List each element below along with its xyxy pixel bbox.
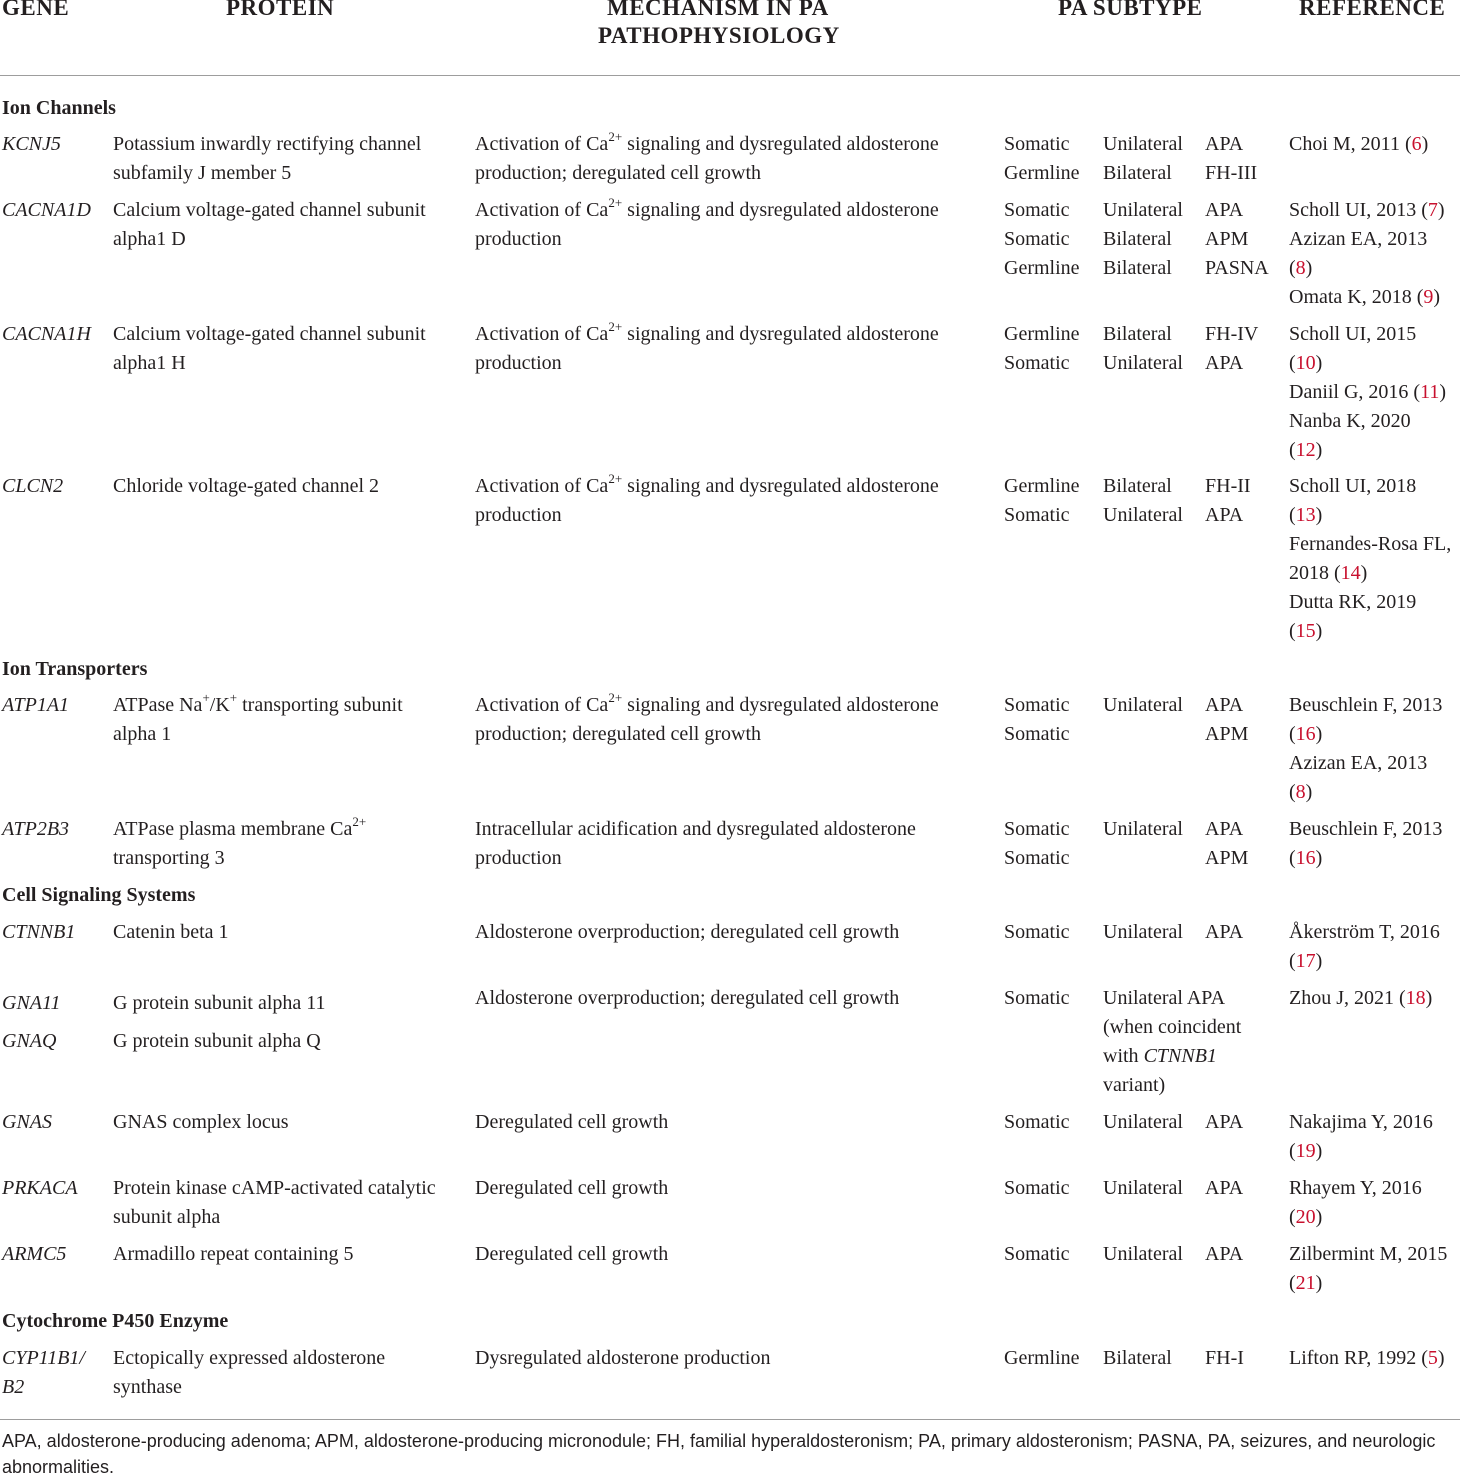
laterality-cell: Unilateral <box>1103 1177 1183 1199</box>
type-cell: APA APM <box>1205 694 1249 745</box>
origin-cell: Germline <box>1004 1347 1080 1369</box>
reference-cell: Åkerström T, 2016 (17) <box>1289 921 1440 972</box>
reference-cell: Lifton RP, 1992 (5) <box>1289 1347 1445 1369</box>
citation-link[interactable]: 8 <box>1295 257 1306 279</box>
laterality-cell: Unilateral <box>1103 921 1183 943</box>
citation-link[interactable]: 10 <box>1295 352 1316 374</box>
gene-cell: CLCN2 <box>2 475 64 497</box>
citation-link[interactable]: 15 <box>1295 620 1316 642</box>
laterality-cell: Unilateral Bilateral Bilateral <box>1103 199 1183 279</box>
header-mechanism-line2: PATHOPHYSIOLOGY <box>598 23 840 48</box>
mechanism-cell: Aldosterone overproduction; deregulated cell growth <box>475 987 900 1009</box>
citation-link[interactable]: 13 <box>1295 504 1316 526</box>
header-protein: PROTEIN <box>226 0 335 20</box>
citation-link[interactable]: 9 <box>1423 286 1434 308</box>
gene-cell: CACNA1H <box>2 323 91 345</box>
gene-cell: CACNA1D <box>2 199 91 221</box>
mechanism-cell: Activation of $Ca^{2+}$ signaling and dysregulated aldosterone production <box>475 319 939 374</box>
type-cell: APA <box>1205 1243 1244 1265</box>
origin-cell: Somatic <box>1004 1177 1070 1199</box>
gene-cell: GNA11 GNAQ <box>2 992 61 1052</box>
gene-cell: KCNJ5 <box>2 133 61 155</box>
reference-cell: Zilbermint M, 2015 (21) <box>1289 1243 1448 1294</box>
citation-link[interactable]: 20 <box>1295 1206 1316 1228</box>
origin-cell: Somatic <box>1004 921 1070 943</box>
header-subtype: PA SUBTYPE <box>1058 0 1203 20</box>
citation-link[interactable]: 17 <box>1295 950 1316 972</box>
gene-cell: PRKACA <box>2 1177 78 1199</box>
gene-cell: CTNNB1 <box>2 921 76 943</box>
reference-cell: Rhayem Y, 2016 (20) <box>1289 1177 1422 1228</box>
type-cell: FH-IV APA <box>1205 323 1259 374</box>
type-cell: APA APM PASNA <box>1205 199 1269 279</box>
reference-cell: Zhou J, 2021 (18) <box>1289 987 1433 1009</box>
reference-cell: Scholl UI, 2013 (7) Azizan EA, 2013 (8) Omata K, 2018 (9) <box>1289 199 1445 308</box>
mechanism-cell: Activation of $Ca^{2+}$ signaling and dysregulated aldosterone production <box>475 471 939 526</box>
mechanism-cell: Deregulated cell growth <box>475 1111 669 1133</box>
mechanism-cell: Deregulated cell growth <box>475 1243 669 1265</box>
citation-link[interactable]: 21 <box>1295 1272 1316 1294</box>
laterality-cell: Unilateral Bilateral <box>1103 133 1183 184</box>
protein-cell: Chloride voltage-gated channel 2 <box>113 475 380 497</box>
protein-cell: Protein kinase cAMP-activated catalytic subunit alpha <box>113 1177 436 1228</box>
origin-cell: Somatic Somatic Germline <box>1004 199 1080 279</box>
table-footnote: APA, aldosterone-producing adenoma; APM, aldosterone-producing micronodule; FH, familial hyperaldosteronism; PA, primary aldosteronism; PASNA, PA, seizures, and neurologic abnormalities. <box>2 1431 1436 1477</box>
origin-cell: Somatic Somatic <box>1004 694 1070 745</box>
citation-link[interactable]: 12 <box>1295 439 1316 461</box>
protein-cell: ATPase Na+/K+ transporting subunit alpha 1 <box>113 690 403 745</box>
protein-cell: Potassium inwardly rectifying channel subfamily J member 5 <box>113 133 422 184</box>
origin-cell: Germline Somatic <box>1004 323 1080 374</box>
reference-cell: Scholl UI, 2018 (13) Fernandes-Rosa FL, 2018 (14) Dutta RK, 2019 (15) <box>1289 475 1452 642</box>
protein-cell: GNAS complex locus <box>113 1111 289 1133</box>
citation-link[interactable]: 6 <box>1411 133 1422 155</box>
table-header <box>0 0 1460 70</box>
subtype-cell: Unilateral APA (when coincident with CTNNB1 variant) <box>1103 987 1242 1096</box>
protein-cell: Armadillo repeat containing 5 <box>113 1243 354 1265</box>
origin-cell: Germline Somatic <box>1004 475 1080 526</box>
protein-cell: G protein subunit alpha 11 G protein subunit alpha Q <box>113 992 326 1052</box>
type-cell: APA FH-III <box>1205 133 1258 184</box>
gene-cell: ARMC5 <box>2 1243 67 1265</box>
mechanism-cell: Activation of $Ca^{2+}$ signaling and dysregulated aldosterone production; deregulated cell growth <box>475 690 939 745</box>
origin-cell: Somatic Somatic <box>1004 818 1070 869</box>
citation-link[interactable]: 14 <box>1340 562 1361 584</box>
section-cytochrome: Cytochrome P450 Enzyme <box>2 1310 229 1332</box>
citation-link[interactable]: 16 <box>1295 847 1316 869</box>
laterality-cell: Unilateral <box>1103 818 1183 840</box>
origin-cell: Somatic <box>1004 1111 1070 1133</box>
citation-link[interactable]: 18 <box>1405 987 1426 1009</box>
mechanism-cell: Activation of $Ca^{2+}$ signaling and dysregulated aldosterone production <box>475 195 939 250</box>
protein-cell: ATPase plasma membrane $Ca^{2+}$ transporting 3 <box>113 814 367 869</box>
reference-cell: Beuschlein F, 2013 (16) <box>1289 818 1443 869</box>
gene-cell: CYP11B1/ B2 <box>2 1347 85 1398</box>
protein-cell: Catenin beta 1 <box>113 921 229 943</box>
citation-link[interactable]: 19 <box>1295 1140 1316 1162</box>
gene-cell: ATP2B3 <box>2 818 70 840</box>
origin-cell: Somatic <box>1004 987 1070 1009</box>
citation-link[interactable]: 5 <box>1427 1347 1438 1369</box>
gene-cell: GNAS <box>2 1111 52 1133</box>
citation-link[interactable]: 16 <box>1295 723 1316 745</box>
laterality-cell: Unilateral <box>1103 1243 1183 1265</box>
type-cell: APA <box>1205 921 1244 943</box>
mechanism-cell: Dysregulated aldosterone production <box>475 1347 771 1369</box>
mechanism-cell: Intracellular acidification and dysregulated aldosterone production <box>475 818 916 869</box>
type-cell: APA <box>1205 1111 1244 1133</box>
protein-cell: Calcium voltage-gated channel subunit alpha1 H <box>113 323 426 374</box>
footer-rule <box>0 1419 1460 1420</box>
protein-cell: Ectopically expressed aldosterone synthase <box>113 1347 386 1398</box>
reference-cell: Beuschlein F, 2013 (16) Azizan EA, 2013 (8) <box>1289 694 1443 803</box>
citation-link[interactable]: 11 <box>1420 381 1440 403</box>
reference-cell: Choi M, 2011 (6) <box>1289 133 1429 155</box>
section-cell-signaling: Cell Signaling Systems <box>2 884 196 906</box>
gene-cell: ATP1A1 <box>2 694 70 716</box>
mechanism-cell: Deregulated cell growth <box>475 1177 669 1199</box>
citation-link[interactable]: 7 <box>1427 199 1438 221</box>
protein-cell: Calcium voltage-gated channel subunit alpha1 D <box>113 199 426 250</box>
laterality-cell: Unilateral <box>1103 694 1183 716</box>
type-cell: FH-II APA <box>1205 475 1251 526</box>
origin-cell: Somatic Germline <box>1004 133 1080 184</box>
type-cell: FH-I <box>1205 1347 1244 1369</box>
laterality-cell: Bilateral Unilateral <box>1103 323 1183 374</box>
laterality-cell: Unilateral <box>1103 1111 1183 1133</box>
header-rule <box>0 75 1460 76</box>
citation-link[interactable]: 8 <box>1295 781 1306 803</box>
reference-cell: Scholl UI, 2015 (10) Daniil G, 2016 (11) Nanba K, 2020 (12) <box>1289 323 1447 461</box>
reference-cell: Nakajima Y, 2016 (19) <box>1289 1111 1433 1162</box>
header-gene: GENE <box>2 0 70 20</box>
origin-cell: Somatic <box>1004 1243 1070 1265</box>
mechanism-cell: Activation of $Ca^{2+}$ signaling and dysregulated aldosterone production; deregulated cell growth <box>475 129 939 184</box>
laterality-cell: Bilateral <box>1103 1347 1172 1369</box>
header-mechanism-line1: MECHANISM IN PA <box>607 0 829 20</box>
section-ion-transporters: Ion Transporters <box>2 658 148 680</box>
mechanism-cell: Aldosterone overproduction; deregulated cell growth <box>475 921 900 943</box>
laterality-cell: Bilateral Unilateral <box>1103 475 1183 526</box>
type-cell: APA APM <box>1205 818 1249 869</box>
type-cell: APA <box>1205 1177 1244 1199</box>
section-ion-channels: Ion Channels <box>2 97 116 119</box>
header-reference: REFERENCE <box>1299 0 1446 20</box>
